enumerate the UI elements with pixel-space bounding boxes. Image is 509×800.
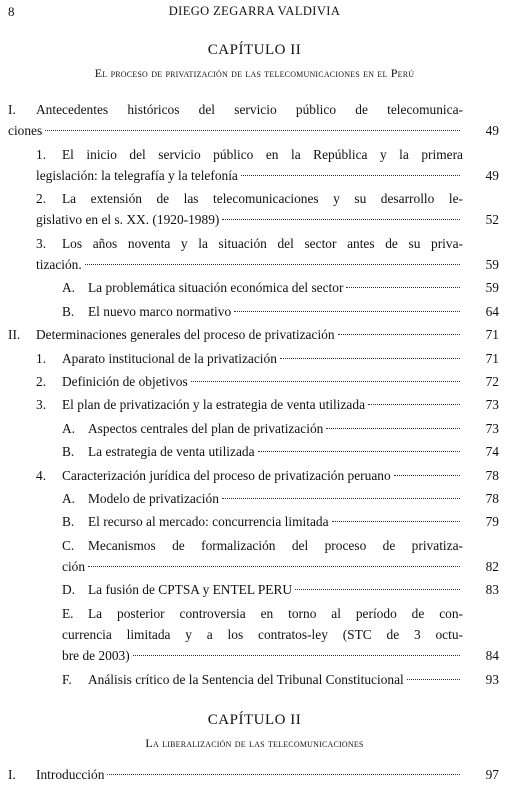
page-number: 8 bbox=[8, 4, 15, 19]
dot-leader bbox=[241, 174, 460, 176]
toc-entry-title-line bbox=[62, 348, 463, 369]
toc-entry-title: legislación: la telegrafía y la telefonía bbox=[36, 167, 238, 183]
chapter-heading: CAPÍTULO II bbox=[207, 712, 302, 728]
dot-leader bbox=[45, 129, 460, 131]
dot-leader bbox=[191, 380, 460, 382]
dot-leader bbox=[326, 427, 460, 429]
toc-entry-title: El nuevo marco normativo bbox=[88, 303, 232, 319]
toc-entry-number: I. bbox=[8, 102, 16, 117]
toc-entry-page: 52 bbox=[485, 212, 499, 228]
toc-entry-number: B. bbox=[62, 444, 75, 460]
toc-entry-number: E. bbox=[62, 605, 74, 621]
toc-entry-title-line: Los años noventa y la situación del sector antes de su priva- bbox=[62, 235, 463, 251]
toc-entry-number: 3. bbox=[36, 235, 47, 251]
toc-entry-title-line bbox=[62, 465, 463, 486]
toc-entry-title: Modelo de privatización bbox=[88, 491, 219, 506]
dot-leader bbox=[407, 678, 460, 680]
toc-entry-title: bre de 2003) bbox=[62, 648, 130, 664]
dot-leader bbox=[258, 450, 460, 452]
toc-entry-number: C. bbox=[62, 537, 75, 553]
toc-entry-title-line: La extensión de las telecomunicaciones y su desarrollo le- bbox=[62, 191, 463, 207]
dot-leader bbox=[332, 520, 460, 522]
toc-entry-page: 78 bbox=[485, 491, 499, 506]
toc-entry-page: 93 bbox=[485, 671, 499, 687]
toc-entry-number: II. bbox=[8, 327, 21, 343]
dot-leader bbox=[295, 588, 460, 590]
page-header bbox=[0, 4, 509, 22]
toc-entry-number: 2. bbox=[36, 191, 47, 207]
toc-entry-title-line bbox=[88, 488, 463, 509]
toc-entry-title: Determinaciones generales del proceso de privatización bbox=[36, 327, 335, 343]
dot-leader bbox=[133, 654, 460, 656]
chapter-heading: CAPÍTULO II bbox=[207, 42, 302, 58]
toc-entry-title: La problemática situación económica del sector bbox=[88, 280, 344, 296]
toc-entry-title: tización. bbox=[36, 256, 82, 272]
toc-entry-title: Aspectos centrales del plan de privatización bbox=[88, 420, 324, 436]
toc-entry-number: 4. bbox=[36, 467, 47, 483]
toc-entry-number: A. bbox=[62, 420, 76, 436]
toc-entry-title: gislativo en el s. XX. (1920-1989) bbox=[36, 212, 220, 228]
toc-entry-title-line bbox=[36, 165, 463, 186]
toc-entry-title: El recurso al mercado: concurrencia limitada bbox=[88, 514, 329, 530]
toc-entry-title-line bbox=[88, 669, 463, 690]
toc-entry-page: 74 bbox=[485, 444, 499, 460]
dot-leader bbox=[88, 565, 460, 567]
toc-entry-title-line bbox=[88, 418, 463, 439]
toc-entry-number: I. bbox=[8, 767, 16, 782]
toc-entry-title: Definición de objetivos bbox=[62, 374, 188, 389]
dot-leader bbox=[368, 403, 460, 405]
toc-entry-title: La estrategia de venta utilizada bbox=[88, 444, 255, 460]
dot-leader bbox=[222, 497, 460, 499]
toc-entry-page: 59 bbox=[485, 280, 499, 296]
chapter-subtitle: La liberalización de las telecomunicaciones bbox=[145, 736, 364, 750]
dot-leader bbox=[394, 474, 460, 476]
dot-leader bbox=[280, 357, 460, 359]
toc-entry-number: B. bbox=[62, 514, 75, 530]
dot-leader bbox=[85, 263, 460, 265]
toc-entry-number: 1. bbox=[36, 146, 47, 162]
toc-entry-title-line bbox=[36, 209, 463, 230]
toc-entry-title-line bbox=[36, 764, 463, 785]
toc-entry-number: F. bbox=[62, 671, 72, 687]
toc-entry-title: ciones bbox=[8, 123, 43, 139]
toc-entry-title-line bbox=[88, 511, 463, 532]
toc-entry-page: 71 bbox=[485, 327, 499, 343]
toc-entry-title: Aparato institucional de la privatización bbox=[62, 350, 277, 366]
toc-entry-title: Análisis crítico de la Sentencia del Tribunal Constitucional bbox=[88, 671, 404, 687]
toc-entry-title: ción bbox=[62, 558, 86, 574]
toc-entry-page: 64 bbox=[485, 303, 499, 319]
toc-entry-page: 73 bbox=[485, 420, 499, 436]
toc-entry-page: 49 bbox=[485, 167, 499, 183]
toc-entry-title-line: Antecedentes históricos del servicio público de telecomunica- bbox=[36, 102, 463, 117]
dot-leader bbox=[346, 286, 460, 288]
toc-entry-page: 49 bbox=[485, 123, 499, 139]
toc-entry-title-line bbox=[36, 254, 463, 275]
toc-entry-page: 78 bbox=[485, 467, 499, 483]
toc-entry-title: La fusión de CPTSA y ENTEL PERU bbox=[88, 582, 293, 598]
toc-entry-title-line bbox=[62, 371, 463, 392]
toc-entry-title-line bbox=[62, 556, 463, 577]
toc-entry-number: A. bbox=[62, 491, 76, 506]
dot-leader bbox=[222, 218, 460, 220]
toc-entry-title-line bbox=[88, 579, 463, 600]
toc-entry-title: El plan de privatización y la estrategia de venta utilizada bbox=[62, 397, 366, 413]
dot-leader bbox=[107, 773, 460, 775]
toc-entry-page: 73 bbox=[485, 397, 499, 413]
toc-entry-title-line bbox=[36, 324, 463, 345]
toc-entry-title-line bbox=[88, 441, 463, 462]
toc-entry-title-line bbox=[8, 120, 463, 141]
toc-entry-number: A. bbox=[62, 280, 76, 296]
toc-entry-page: 72 bbox=[485, 374, 499, 389]
toc-entry-page: 71 bbox=[485, 350, 499, 366]
toc-entry-title-line: El inicio del servicio público en la República y la primera bbox=[62, 146, 463, 162]
toc-entry-title: Introducción bbox=[36, 767, 105, 782]
toc-entry-title-line: Mecanismos de formalización del proceso de privatiza- bbox=[88, 537, 463, 553]
toc-entry-title-line bbox=[62, 394, 463, 415]
toc-entry-page: 82 bbox=[485, 558, 499, 574]
toc-entry-title-line bbox=[88, 277, 463, 298]
toc-entry-title-line bbox=[88, 301, 463, 322]
running-title: DIEGO ZEGARRA VALDIVIA bbox=[168, 4, 341, 18]
toc-entry-number: 2. bbox=[36, 374, 47, 389]
toc-entry-number: B. bbox=[62, 303, 75, 319]
chapter-subtitle: El proceso de privatización de las telecomunicaciones en el Perú bbox=[94, 66, 415, 80]
toc-entry-page: 79 bbox=[485, 514, 499, 530]
dot-leader bbox=[234, 310, 460, 312]
toc-entry-number: 3. bbox=[36, 397, 47, 413]
toc-entry-title: Caracterización jurídica del proceso de privatización peruano bbox=[62, 467, 391, 483]
toc-entry-number: D. bbox=[62, 582, 76, 598]
toc-entry-page: 59 bbox=[485, 256, 499, 272]
toc-entry-page: 84 bbox=[485, 648, 499, 664]
toc-entry-page: 97 bbox=[485, 767, 499, 782]
toc-entry-title-line: currencia limitada y a los contratos-ley (STC de 3 octu- bbox=[62, 626, 463, 642]
toc-entry-number: 1. bbox=[36, 350, 47, 366]
toc-entry-title-line: La posterior controversia en torno al período de con- bbox=[88, 605, 463, 621]
toc-entry-page: 83 bbox=[485, 582, 499, 598]
dot-leader bbox=[338, 333, 460, 335]
toc-entry-title-line bbox=[62, 645, 463, 666]
